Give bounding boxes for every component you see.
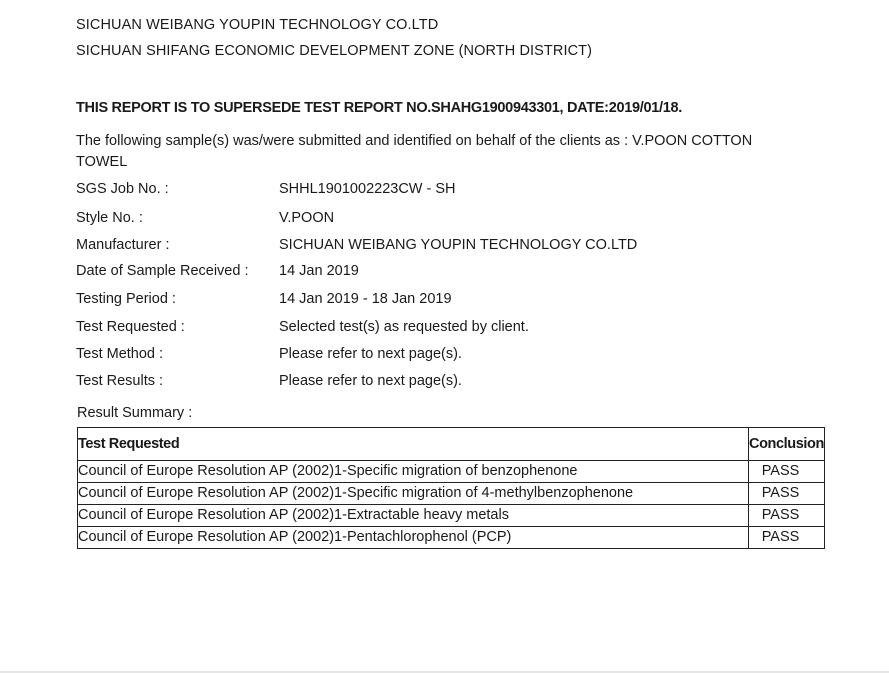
field-label-test-requested: Test Requested : (76, 319, 185, 335)
field-label-job-no: SGS Job No. : (76, 181, 169, 197)
client-address: SICHUAN SHIFANG ECONOMIC DEVELOPMENT ZONE (NORTH DISTRICT) (76, 43, 593, 59)
field-value-style-no: V.POON (279, 210, 335, 226)
field-value-test-method: Please refer to next page(s). (279, 346, 462, 362)
row-conclusion: PASS (761, 463, 800, 479)
row-conclusion: PASS (761, 485, 800, 501)
result-summary-title: Result Summary : (77, 405, 193, 421)
supersede-note: THIS REPORT IS TO SUPERSEDE TEST REPORT NO.SHAHG1900943301, DATE:2019/01/18. (76, 100, 683, 116)
row-conclusion-cell (749, 483, 825, 505)
field-value-manufacturer: SICHUAN WEIBANG YOUPIN TECHNOLOGY CO.LTD (279, 237, 638, 253)
field-label-date-received: Date of Sample Received : (76, 263, 249, 279)
header-conclusion: Conclusion (749, 428, 825, 461)
table-row (78, 505, 825, 527)
field-label-test-method: Test Method : (76, 346, 164, 362)
table-row (78, 461, 825, 483)
row-test-name: Council of Europe Resolution AP (2002)1-Specific migration of benzophenone (78, 461, 749, 483)
field-value-test-requested: Selected test(s) as requested by client. (279, 319, 529, 335)
field-label-test-results: Test Results : (76, 373, 164, 389)
row-conclusion-cell (749, 461, 825, 483)
header-test-requested: Test Requested (78, 428, 749, 461)
table-row (78, 527, 825, 549)
row-conclusion: PASS (761, 529, 800, 545)
intro-text: The following sample(s) was/were submitted and identified on behalf of the clients as : V.POON COTTON TOWEL (76, 133, 753, 170)
field-value-test-results: Please refer to next page(s). (279, 373, 462, 389)
row-conclusion-cell (749, 527, 825, 549)
table-row (78, 483, 825, 505)
row-test-name: Council of Europe Resolution AP (2002)1-Extractable heavy metals (78, 505, 749, 527)
row-test-name: Council of Europe Resolution AP (2002)1-Pentachlorophenol (PCP) (78, 527, 749, 549)
row-test-name: Council of Europe Resolution AP (2002)1-Specific migration of 4-methylbenzophenone (78, 483, 749, 505)
client-name: SICHUAN WEIBANG YOUPIN TECHNOLOGY CO.LTD (76, 17, 439, 33)
table-header-row (78, 428, 825, 461)
field-value-date-received: 14 Jan 2019 (279, 263, 359, 279)
result-summary-table (77, 427, 825, 549)
field-label-style-no: Style No. : (76, 210, 143, 226)
row-conclusion-cell (749, 505, 825, 527)
row-conclusion: PASS (761, 507, 800, 523)
field-label-manufacturer: Manufacturer : (76, 237, 170, 253)
field-label-testing-period: Testing Period : (76, 291, 176, 307)
field-value-testing-period: 14 Jan 2019 - 18 Jan 2019 (279, 291, 452, 307)
field-value-job-no: SHHL1901002223CW - SH (279, 181, 456, 197)
